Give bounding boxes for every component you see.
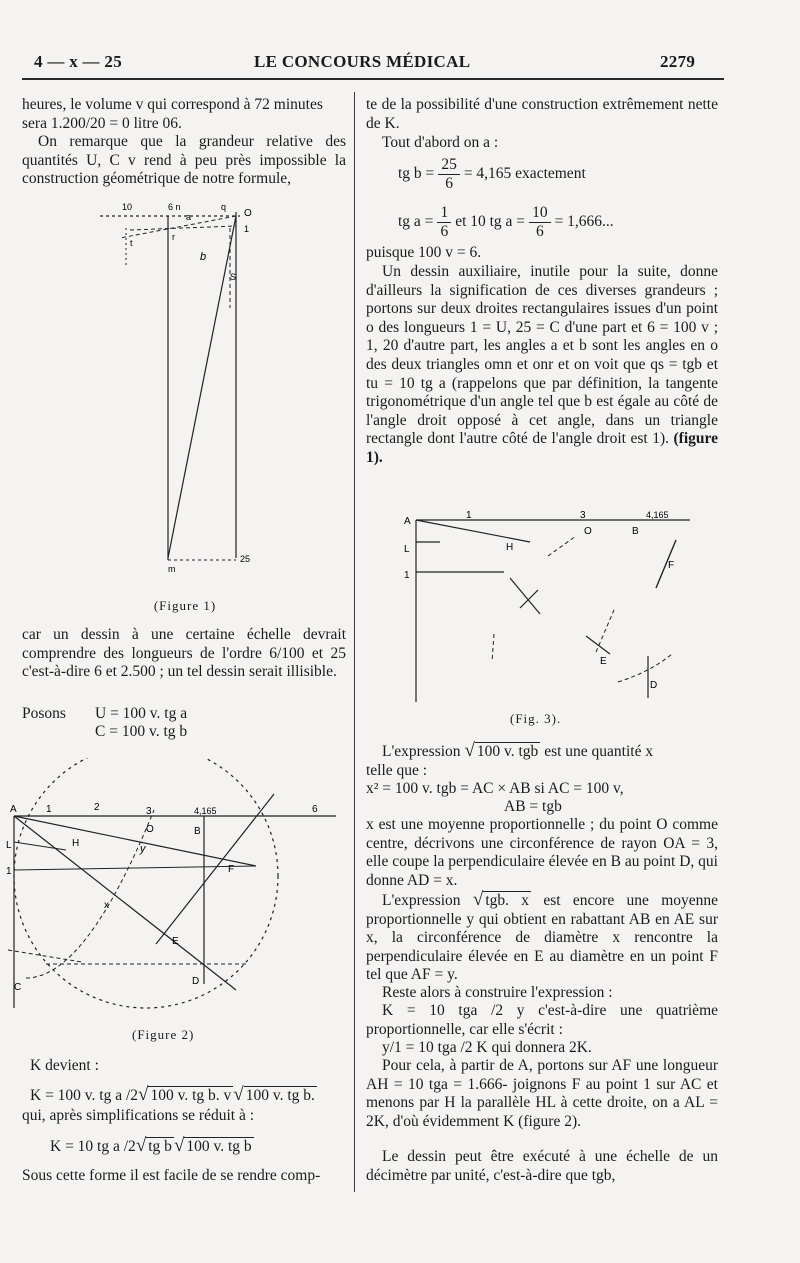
label-m: m	[168, 564, 176, 574]
y-equation: y/1 = 10 tga /2 K qui donnera 2K.	[382, 1039, 592, 1056]
label-2: 2	[94, 802, 100, 813]
expression-prefix: L'expression	[382, 743, 461, 760]
equation-tgb-lhs: tg b =	[398, 165, 435, 182]
expression-radicand: 100 v. tgb	[476, 743, 539, 760]
equation-k1-prefix: K = 100 v. tg a /2	[30, 1087, 139, 1104]
label-o: O	[244, 208, 252, 219]
label-25: 25	[240, 554, 251, 564]
cross-x-a	[510, 578, 540, 614]
line-l	[14, 842, 66, 850]
line-1f	[14, 866, 256, 870]
arc-d	[618, 654, 672, 682]
label-h: H	[72, 838, 80, 849]
label-6: 6	[312, 804, 318, 815]
label-a: a	[186, 212, 192, 222]
k-equation-text	[366, 1002, 718, 1039]
expression-line: L'expression √ 100 v. tgb est une quantité x	[382, 740, 654, 761]
label-e: E	[172, 936, 179, 947]
label-h: H	[506, 542, 514, 553]
page-number: 2279	[660, 52, 696, 71]
reste-text: Reste alors à construire l'expression :	[382, 984, 613, 1001]
label-1-left: 1	[6, 866, 12, 877]
label-f: F	[668, 560, 675, 571]
label-l: L	[6, 840, 12, 851]
equation-tga-num2: 10	[529, 204, 551, 223]
paragraph-6-body: Le dessin peut être exécuté à une échelle de un décimètre par unité, c'est-à-dire que tgb,	[366, 1148, 718, 1184]
label-y: y	[140, 843, 146, 855]
left-column-top	[22, 96, 346, 189]
mark-e	[586, 636, 610, 654]
equation-tga-rhs: = 1,666...	[554, 213, 614, 230]
label-f: F	[228, 864, 235, 875]
paragraph: sera 1.200/20 = 0 litre 06.	[22, 114, 182, 132]
label-1: 1	[466, 510, 472, 521]
paragraph: On remarque que la grandeur relative des quantités U, C v rend à peu près impossible la construction géométrique de notre formule,	[22, 133, 346, 188]
equation-k1: K = 100 v. tg a /2√ 100 v. tg b. v √ 100 v. tg b.	[30, 1084, 315, 1105]
label-d: D	[650, 680, 658, 691]
label-b: B	[194, 826, 201, 837]
equation-tgb-den: 6	[445, 174, 453, 192]
label-x: x	[104, 900, 109, 911]
expression2-radicand: tgb. x	[485, 892, 530, 909]
equation-k1-radicand-2: 100 v. tg b.	[245, 1087, 315, 1104]
expression2-body: est encore une moyenne proportionnelle y qui obtient en rabattant AB en AE sur x, la circonférence de diamètre x rencontre la perpendiculaire élevée en E au diamètre en un point F tel que AF = y.	[366, 892, 719, 984]
paragraph: heures, le volume v qui correspond à 72 minutes	[22, 96, 323, 113]
equation-u: U = 100 v. tg a	[95, 705, 188, 722]
k-devient: K devient :	[30, 1057, 99, 1074]
figure-2-caption: (Figure 2)	[132, 1027, 195, 1042]
label-1-left: 1	[404, 570, 410, 581]
puisque-text: puisque 100 v = 6.	[366, 244, 482, 261]
arc-ab	[26, 810, 154, 978]
expression-suffix: est une quantité x	[544, 743, 654, 760]
equation-k2: K = 10 tg a /2√ tg b √ 100 v. tg b	[50, 1135, 252, 1156]
header-section-number: 4 — x — 25	[34, 52, 122, 71]
equation-tgb-rhs: = 4,165 exactement	[463, 165, 586, 182]
label-1: 1	[244, 224, 250, 234]
diagonal-line	[168, 216, 236, 558]
label-10: 10	[122, 202, 133, 212]
label-b: B	[632, 526, 639, 537]
right-paragraph-2	[366, 263, 718, 468]
label-3: 3	[146, 806, 152, 817]
label-a: A	[404, 516, 411, 527]
label-o: O	[146, 824, 154, 835]
label-c: C	[14, 982, 22, 993]
paragraph-5-body: Pour cela, à partir de A, portons sur AF une longueur AH = 10 tga = 1.666- joignons F au point 1 sur AC et menons par H la parallèle HL à cette droite, on a AL = 2K, d'où évidemment K (figure 2).	[366, 1057, 718, 1130]
k-equation-paragraph: K = 10 tga /2 y c'est-à-dire une quatrième proportionnelle, car elle s'écrit :	[366, 1002, 718, 1038]
equation-tga-den2: 6	[535, 222, 544, 240]
right-paragraph-1: te de la possibilité d'une construction extrêmement nette de K.	[366, 96, 718, 132]
header-rule	[22, 78, 724, 80]
figure-1-reference: (figure 1).	[366, 430, 718, 466]
label-1: 1	[46, 804, 52, 815]
equation-tgb	[398, 152, 586, 196]
label-d: D	[192, 976, 200, 987]
right-paragraph-6	[366, 1148, 718, 1185]
label-4165: 4,165	[646, 510, 669, 520]
dashed-diagonal	[120, 216, 236, 238]
right-paragraph-5	[366, 1057, 718, 1131]
label-a: A	[10, 804, 17, 815]
right-paragraph-4: L'expression √ tgb. x est encore une moyenne proportionnelle y qui obtient en rabattant AB en AE sur x, la circonférence de diamètre x rencontre la perpendiculaire élevée en E au diamètre en un point F tel que AF = y.	[366, 889, 719, 984]
line-af	[14, 816, 256, 866]
equation-tga-mid: et 10 tg a =	[455, 213, 526, 230]
figure-1	[90, 198, 280, 578]
dashed-left	[492, 634, 494, 662]
telle-que: telle que :	[366, 762, 428, 779]
label-b: b	[200, 251, 207, 263]
label-o: O	[584, 526, 592, 537]
equation-tga-den: 6	[440, 222, 449, 240]
label-r: r	[172, 232, 175, 242]
figure-1-caption: (Figure 1)	[153, 598, 217, 613]
figure-2	[6, 758, 346, 1020]
paragraph-body: Un dessin auxiliaire, inutile pour la suite, donne d'ailleurs la signification de ces diverses grandeurs ; portons sur deux droites rectangulaires issues d'un point o des longueurs 1 = U, 25 = C d'une part et 6 = 100 v ; 1, 20 d'autre part, les angles a et b sont les angles en o des deux triangles omn et onr et on voit que qs = tgb et tu = 10 tg a (rappelons que par définition, la tangente trigonométrique d'un angle tel que b est égale au côté de l'angle droit opposé à cet angle, dans un triangle rectangle dont l'autre côté de l'angle droit est 1).	[366, 263, 718, 448]
left-paragraph-3: car un dessin à une certaine échelle devrait comprendre des longueurs de l'ordre 6/100 et 25 c'est-à-dire 6 et 2.500 ; un tel dessin serait illisible.	[22, 626, 346, 681]
expression2-prefix: L'expression	[382, 892, 461, 909]
equation-tga	[398, 200, 614, 244]
label-e: E	[600, 656, 607, 667]
apres-text: qui, après simplifications se réduit à :	[22, 1107, 255, 1124]
figure-3-caption: (Fig. 3).	[510, 711, 562, 726]
journal-title: LE CONCOURS MÉDICAL	[254, 52, 471, 71]
label-q: q	[221, 202, 227, 212]
posons-label: Posons	[22, 705, 66, 722]
tout-text: Tout d'abord on a :	[382, 134, 499, 151]
figure-3	[400, 506, 700, 706]
label-6n: 6 n	[168, 202, 181, 212]
equation-k2-prefix: K = 10 tg a /2	[50, 1138, 136, 1155]
line-ah	[416, 520, 530, 542]
equation-k2-radicand-1: tg b	[148, 1138, 172, 1155]
equation-tgb-num: 25	[438, 156, 460, 175]
sous-text: Sous cette forme il est facile de se rendre comp-	[22, 1167, 321, 1184]
dashed-horizontal	[130, 226, 236, 230]
label-3: 3	[580, 510, 586, 521]
label-s: S	[230, 272, 237, 282]
dashed-mark	[548, 536, 576, 556]
label-t: t	[130, 238, 133, 248]
equation-tga-num: 1	[437, 204, 451, 223]
equation-k2-radicand-2: 100 v. tg b	[186, 1138, 252, 1155]
large-circle	[14, 758, 278, 1008]
label-4165: 4,165	[194, 806, 217, 816]
equation-ab: AB = tgb	[504, 798, 562, 815]
equation-tga-lhs: tg a =	[398, 213, 434, 230]
label-l: L	[404, 544, 410, 555]
right-paragraph-3: x est une moyenne proportionnelle ; du point O comme centre, décrivons une circonférence de rayon OA = 3, elle coupe la perpendiculaire élevée en B au point D, qui donne AD = x.	[366, 816, 718, 889]
equation-x2: x² = 100 v. tgb = AC × AB si AC = 100 v,	[366, 780, 624, 797]
column-divider	[354, 92, 355, 1192]
equation-c: C = 100 v. tg b	[95, 723, 188, 740]
equation-k1-radicand-1: 100 v. tg b. v	[150, 1087, 232, 1104]
